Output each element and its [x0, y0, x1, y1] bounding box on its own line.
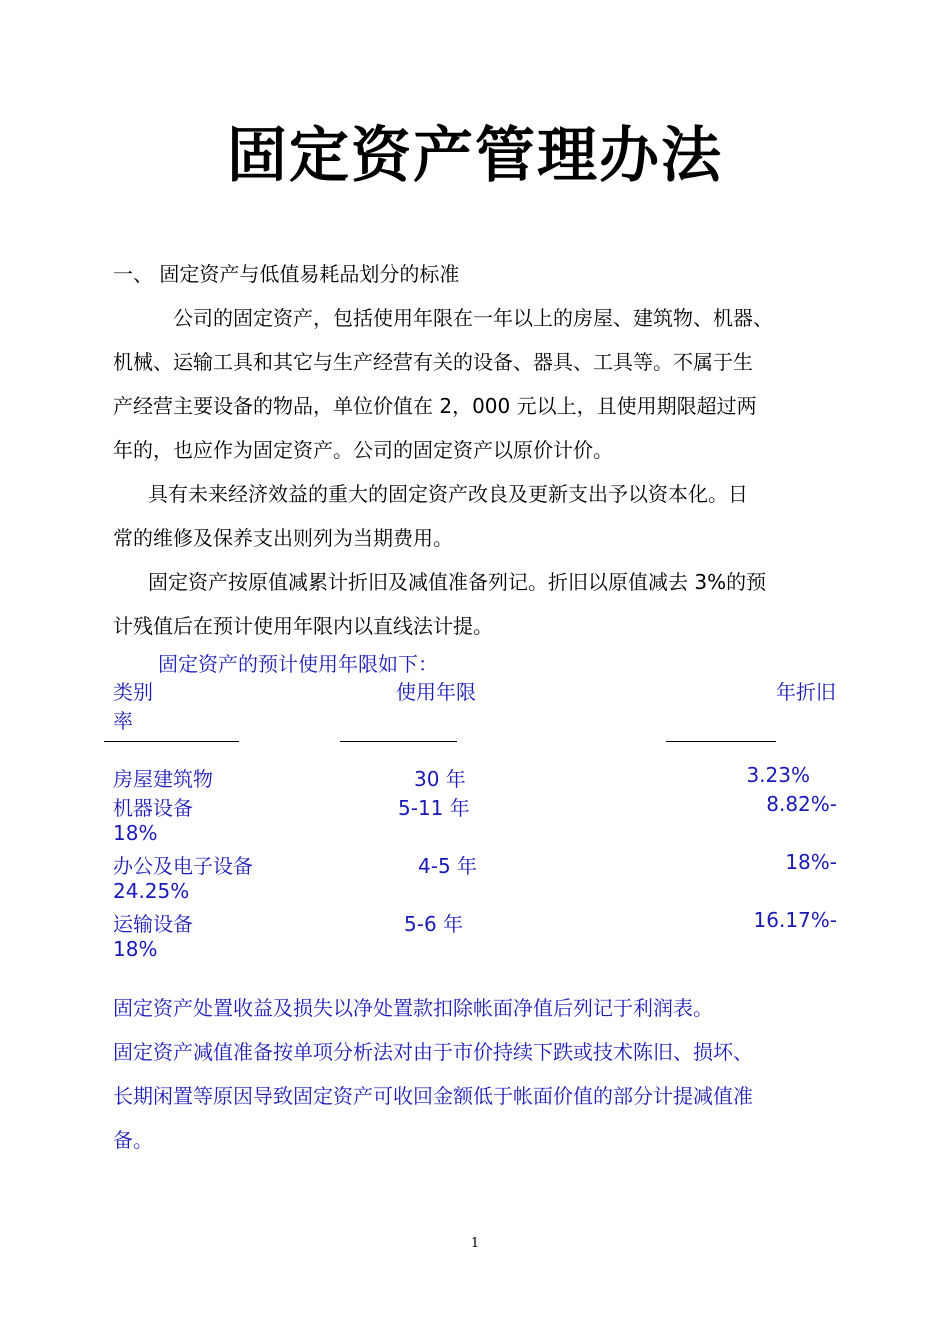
- paragraph-line: 具有未来经济效益的重大的固定资产改良及更新支出予以资本化。日: [148, 482, 748, 506]
- table-cell-category: 办公及电子设备: [113, 854, 253, 878]
- table-cell-category: 机器设备: [113, 796, 193, 820]
- paragraph-line: 机械、运输工具和其它与生产经营有关的设备、器具、工具等。不属于生: [113, 350, 753, 374]
- paragraph-line: 长期闲置等原因导致固定资产可收回金额低于帐面价值的部分计提减值准: [113, 1084, 753, 1108]
- paragraph-line: 固定资产处置收益及损失以净处置款扣除帐面净值后列记于利润表。: [113, 996, 713, 1020]
- table-cell-rate: 3.23%: [746, 763, 810, 787]
- paragraph-line: 计残值后在预计使用年限内以直线法计提。: [113, 614, 493, 638]
- table-cell-category: 房屋建筑物: [113, 767, 213, 791]
- paragraph-line: 备。: [113, 1128, 153, 1152]
- table-cell-category: 运输设备: [113, 912, 193, 936]
- table-header-category: 类别: [113, 680, 153, 704]
- table-header-rate-cont: 率: [113, 709, 133, 733]
- paragraph-line: 固定资产按原值减累计折旧及减值准备列记。折旧以原值减去 3%的预: [148, 570, 767, 594]
- table-divider: [104, 741, 239, 742]
- table-cell-years: 4-5 年: [418, 854, 478, 878]
- table-cell-years: 5-11 年: [398, 796, 470, 820]
- table-cell-rate-cont: 18%: [113, 937, 158, 961]
- table-cell-rate-cont: 18%: [113, 821, 158, 845]
- table-intro: 固定资产的预计使用年限如下：: [158, 652, 438, 676]
- table-cell-rate-cont: 24.25%: [113, 879, 190, 903]
- table-divider: [666, 741, 776, 742]
- paragraph-line: 常的维修及保养支出则列为当期费用。: [113, 526, 453, 550]
- page-number: 1: [470, 1236, 480, 1251]
- table-header-rate: 年折旧: [776, 680, 836, 704]
- paragraph-line: 固定资产减值准备按单项分析法对由于市价持续下跌或技术陈旧、损坏、: [113, 1040, 753, 1064]
- table-header-years: 使用年限: [396, 680, 476, 704]
- table-cell-rate: 16.17%-: [753, 908, 837, 932]
- table-cell-years: 30 年: [414, 767, 466, 791]
- table-cell-rate: 8.82%-: [766, 792, 837, 816]
- paragraph-line: 公司的固定资产，包括使用年限在一年以上的房屋、建筑物、机器、: [173, 306, 773, 330]
- document-title: 固定资产管理办法: [227, 121, 723, 191]
- section-heading: 一、 固定资产与低值易耗品划分的标准: [113, 262, 460, 286]
- table-cell-years: 5-6 年: [404, 912, 464, 936]
- paragraph-line: 年的，也应作为固定资产。公司的固定资产以原价计价。: [113, 438, 613, 462]
- table-cell-rate: 18%-: [785, 850, 837, 874]
- paragraph-line: 产经营主要设备的物品，单位价值在 2，000 元以上，且使用期限超过两: [113, 394, 757, 418]
- table-divider: [340, 741, 457, 742]
